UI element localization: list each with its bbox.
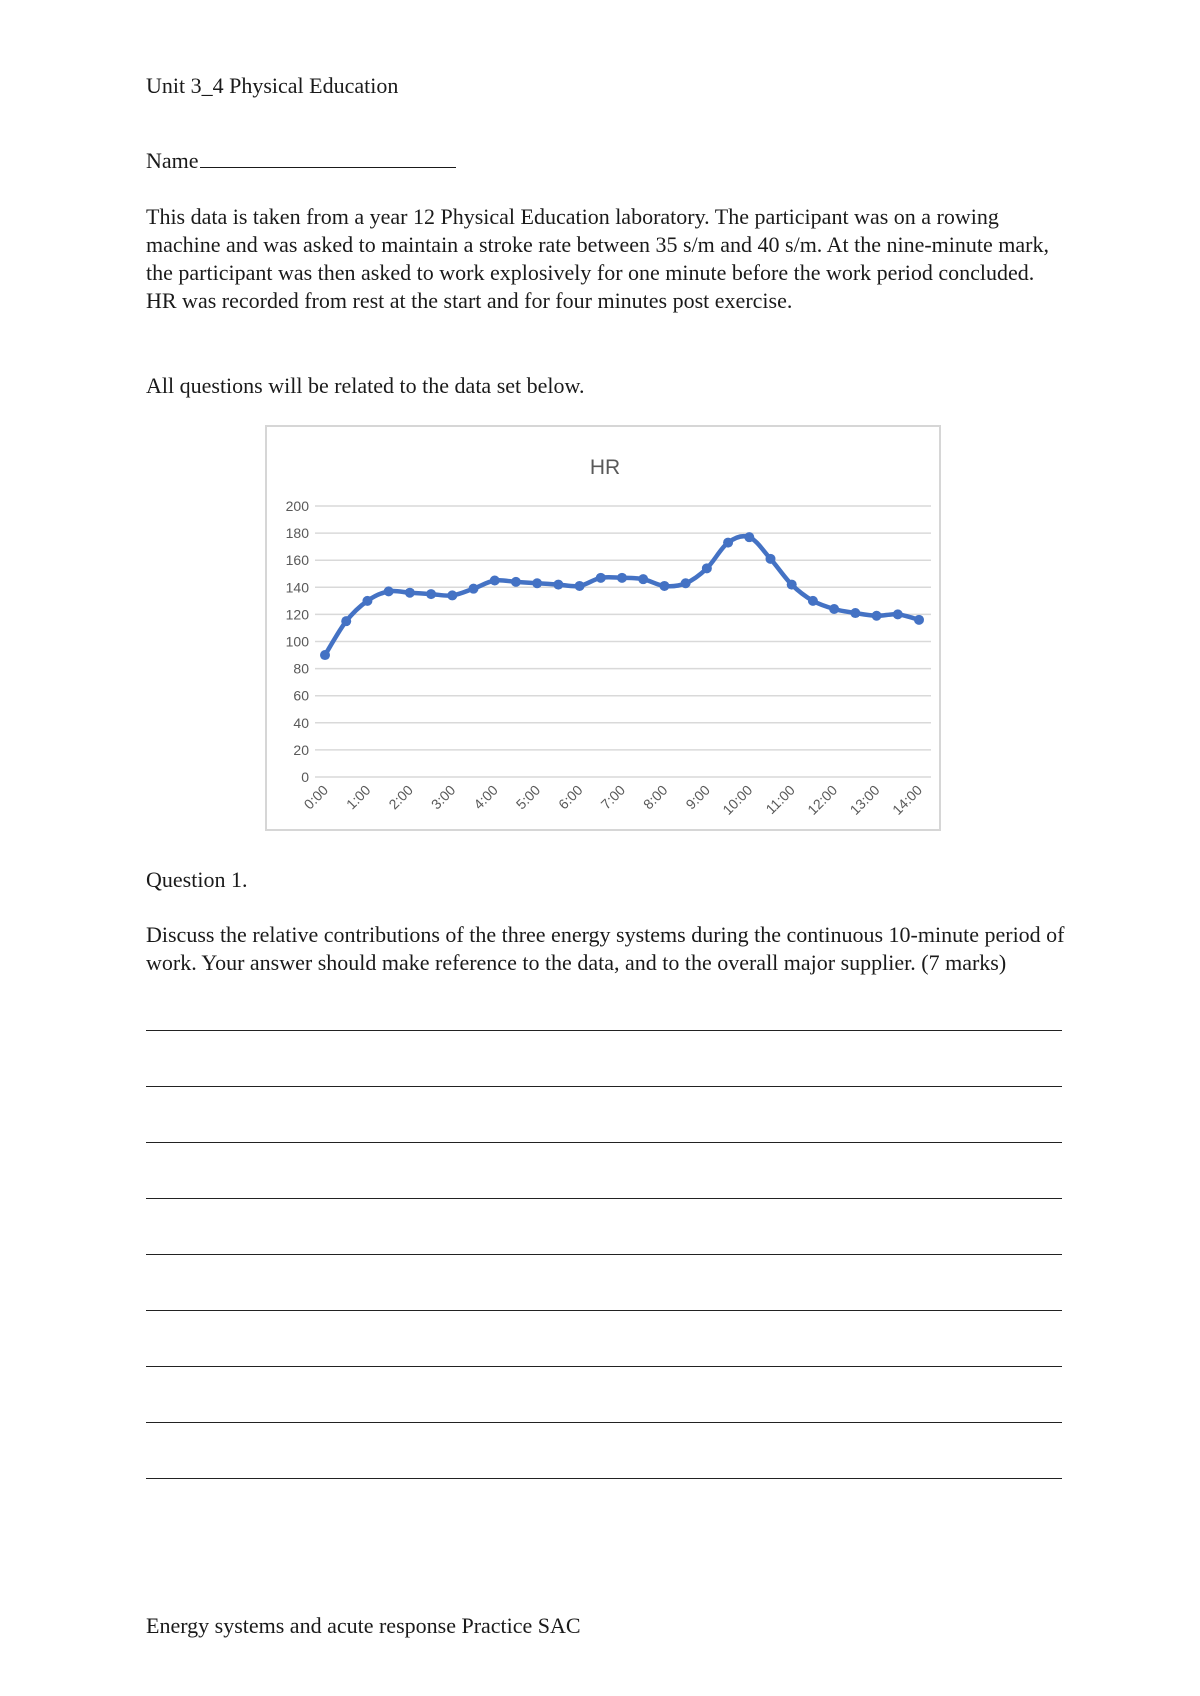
hr-data-point xyxy=(829,604,839,614)
x-tick-label: 14:00 xyxy=(889,781,926,818)
hr-data-point xyxy=(553,580,563,590)
answer-line[interactable] xyxy=(146,1254,1062,1255)
x-tick-label: 4:00 xyxy=(470,781,501,813)
chart-title: HR xyxy=(589,456,621,479)
name-label: Name xyxy=(146,148,199,173)
hr-data-point xyxy=(744,532,754,542)
hr-data-point xyxy=(341,616,351,626)
x-tick-label: 13:00 xyxy=(846,781,883,818)
answer-line[interactable] xyxy=(146,1422,1062,1423)
x-tick-label: 6:00 xyxy=(555,781,586,813)
chart-y-axis xyxy=(286,498,310,785)
hr-data-point xyxy=(511,577,521,587)
x-tick-label: 5:00 xyxy=(512,781,544,813)
hr-chart xyxy=(265,425,941,831)
hr-data-point xyxy=(872,611,882,621)
intro-paragraph: This data is taken from a year 12 Physical Education laboratory. The participant was on a rowing machine and was asked to maintain a stroke rate between 35 s/m and 40 s/m. At the nine-minute mark, the participant was then asked to work explosively for one minute before the work period concluded. HR was recorded from rest at the start and for four minutes post exercise. xyxy=(146,204,1049,313)
chart-x-axis xyxy=(301,782,926,818)
hr-data-point xyxy=(426,589,436,599)
hr-chart-svg xyxy=(267,427,943,833)
y-tick-label: 160 xyxy=(285,552,309,569)
hr-data-point xyxy=(575,581,585,591)
hr-data-point xyxy=(617,573,627,583)
answer-line[interactable] xyxy=(146,1086,1062,1087)
name-blank-line xyxy=(200,147,456,168)
chart-gridlines xyxy=(315,506,931,777)
x-tick-label: 9:00 xyxy=(682,781,713,813)
x-tick-label: 0:00 xyxy=(300,781,332,813)
hr-data-point xyxy=(850,608,860,618)
data-set-note: All questions will be related to the data set below. xyxy=(146,373,585,398)
y-tick-label: 180 xyxy=(285,525,309,542)
y-tick-label: 120 xyxy=(285,606,309,623)
x-tick-label: 7:00 xyxy=(597,781,629,813)
page-footer: Energy systems and acute response Practice SAC xyxy=(146,1613,581,1638)
answer-line[interactable] xyxy=(146,1142,1062,1143)
question-1-text: Discuss the relative contributions of the three energy systems during the continuous 10-minute period of work. Your answer should make reference to the data, and to the overall major supplier. (7 marks) xyxy=(146,922,1065,975)
hr-data-point xyxy=(596,573,606,583)
x-tick-label: 11:00 xyxy=(762,781,798,818)
y-tick-label: 0 xyxy=(301,769,309,785)
hr-data-point xyxy=(490,576,500,586)
hr-data-point xyxy=(681,578,691,588)
x-tick-label: 1:00 xyxy=(342,781,374,813)
hr-data-point xyxy=(469,584,479,594)
x-tick-label: 8:00 xyxy=(639,781,671,813)
y-tick-label: 200 xyxy=(285,498,309,514)
hr-data-point xyxy=(638,574,648,584)
hr-series-line xyxy=(325,536,919,655)
x-tick-label: 10:00 xyxy=(719,781,756,818)
y-tick-label: 80 xyxy=(293,660,309,677)
question-1-label: Question 1. xyxy=(146,867,248,892)
hr-data-point xyxy=(532,578,542,588)
answer-line[interactable] xyxy=(146,1310,1062,1311)
hr-data-point xyxy=(723,538,733,548)
answer-line[interactable] xyxy=(146,1478,1062,1479)
answer-line[interactable] xyxy=(146,1030,1062,1031)
hr-data-point xyxy=(914,615,924,625)
y-tick-label: 140 xyxy=(285,579,309,596)
x-tick-label: 3:00 xyxy=(427,781,459,813)
answer-line[interactable] xyxy=(146,1198,1062,1199)
page-header-title: Unit 3_4 Physical Education xyxy=(146,73,399,98)
y-tick-label: 60 xyxy=(293,687,309,704)
hr-data-point xyxy=(766,554,776,564)
x-tick-label: 2:00 xyxy=(385,781,416,813)
name-field xyxy=(146,147,456,175)
hr-data-point xyxy=(362,596,372,606)
y-tick-label: 100 xyxy=(285,633,309,650)
hr-data-point xyxy=(384,586,394,596)
hr-data-point xyxy=(893,609,903,619)
hr-data-point xyxy=(405,588,415,598)
hr-data-point xyxy=(447,590,457,600)
x-tick-label: 12:00 xyxy=(804,781,841,818)
answer-line[interactable] xyxy=(146,1366,1062,1367)
hr-data-point xyxy=(808,596,818,606)
y-tick-label: 20 xyxy=(293,741,309,758)
hr-data-point xyxy=(320,650,330,660)
hr-data-point xyxy=(787,580,797,590)
y-tick-label: 40 xyxy=(293,714,309,731)
hr-data-point xyxy=(659,581,669,591)
hr-data-point xyxy=(702,563,712,573)
